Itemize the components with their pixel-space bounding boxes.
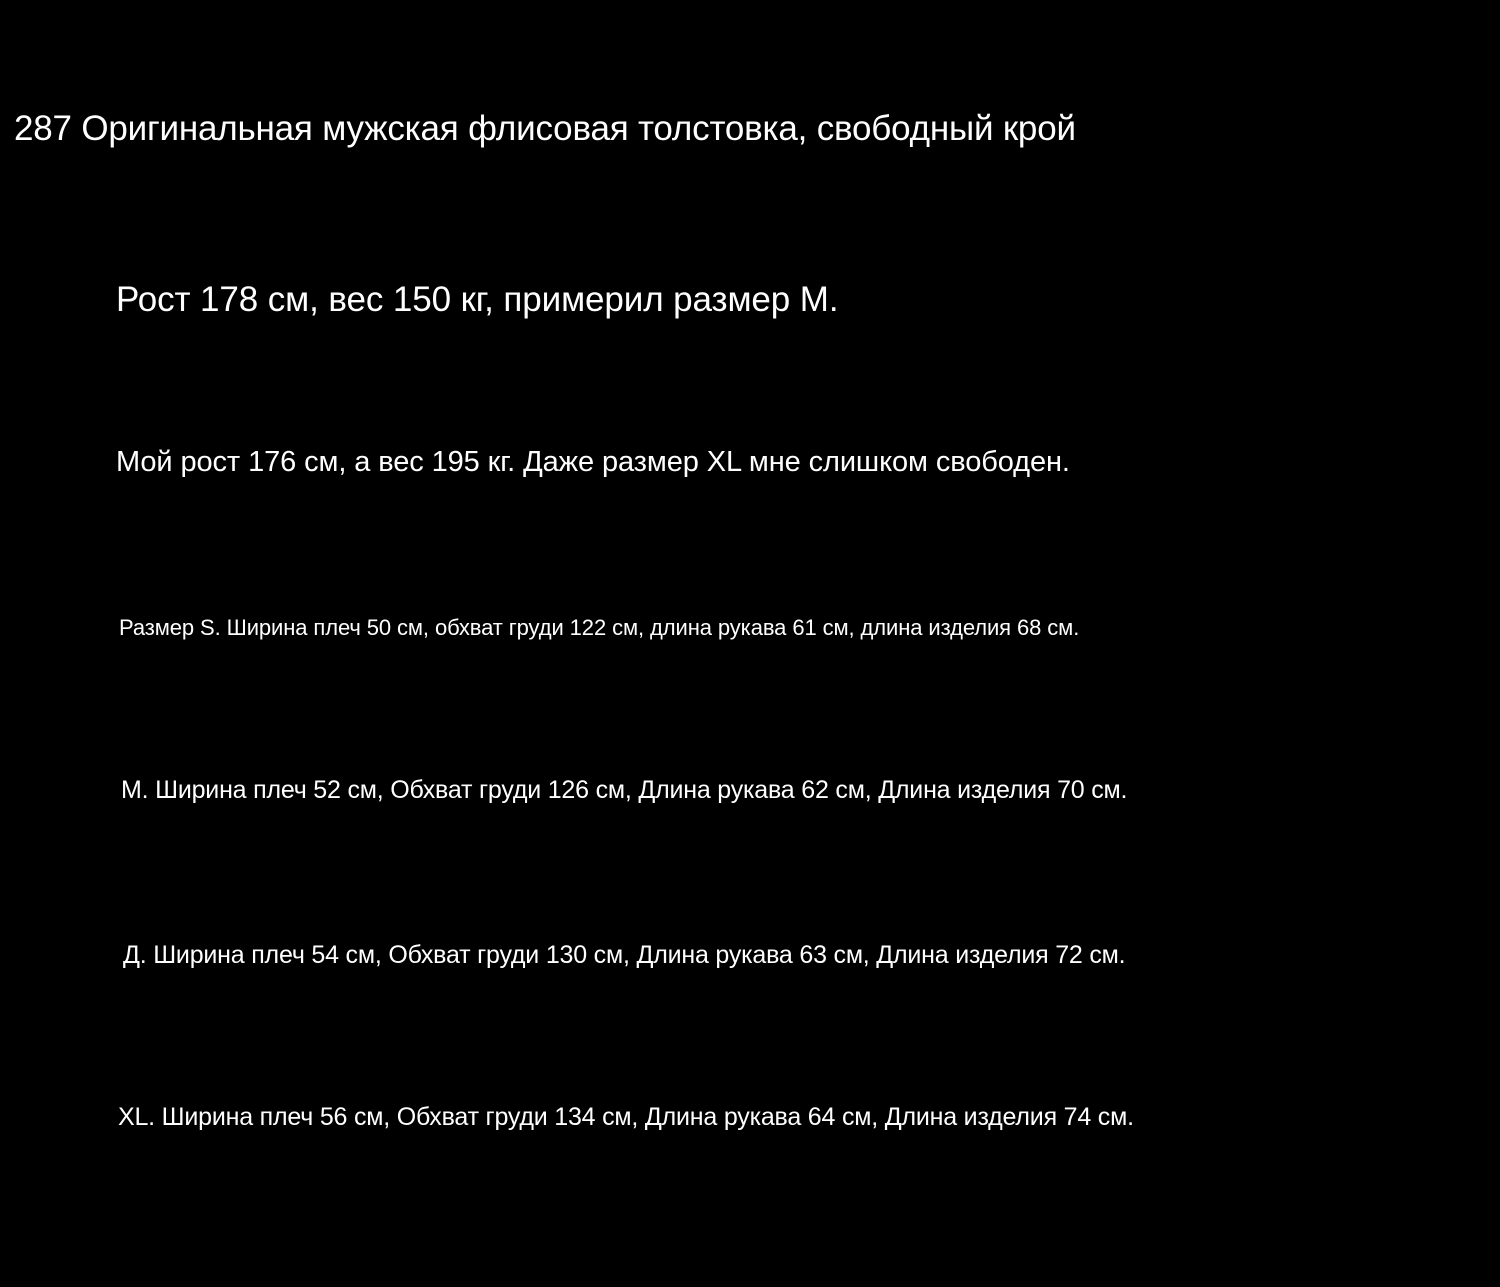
size-spec-l: Д. Ширина плеч 54 см, Обхват груди 130 см, Длина рукава 63 см, Длина изделия 72 см. bbox=[123, 941, 1126, 969]
review-text-1: Рост 178 см, вес 150 кг, примерил размер M. bbox=[116, 280, 839, 319]
size-spec-s: Размер S. Ширина плеч 50 см, обхват груди 122 см, длина рукава 61 см, длина изделия 68 см. bbox=[119, 615, 1080, 640]
size-spec-xl: XL. Ширина плеч 56 см, Обхват груди 134 см, Длина рукава 64 см, Длина изделия 74 см. bbox=[118, 1103, 1134, 1131]
review-text-2: Мой рост 176 см, а вес 195 кг. Даже размер XL мне слишком свободен. bbox=[116, 446, 1070, 478]
size-spec-m: M. Ширина плеч 52 см, Обхват груди 126 см, Длина рукава 62 см, Длина изделия 70 см. bbox=[121, 776, 1128, 804]
product-title: 287 Оригинальная мужская флисовая толстовка, свободный крой bbox=[14, 109, 1076, 148]
